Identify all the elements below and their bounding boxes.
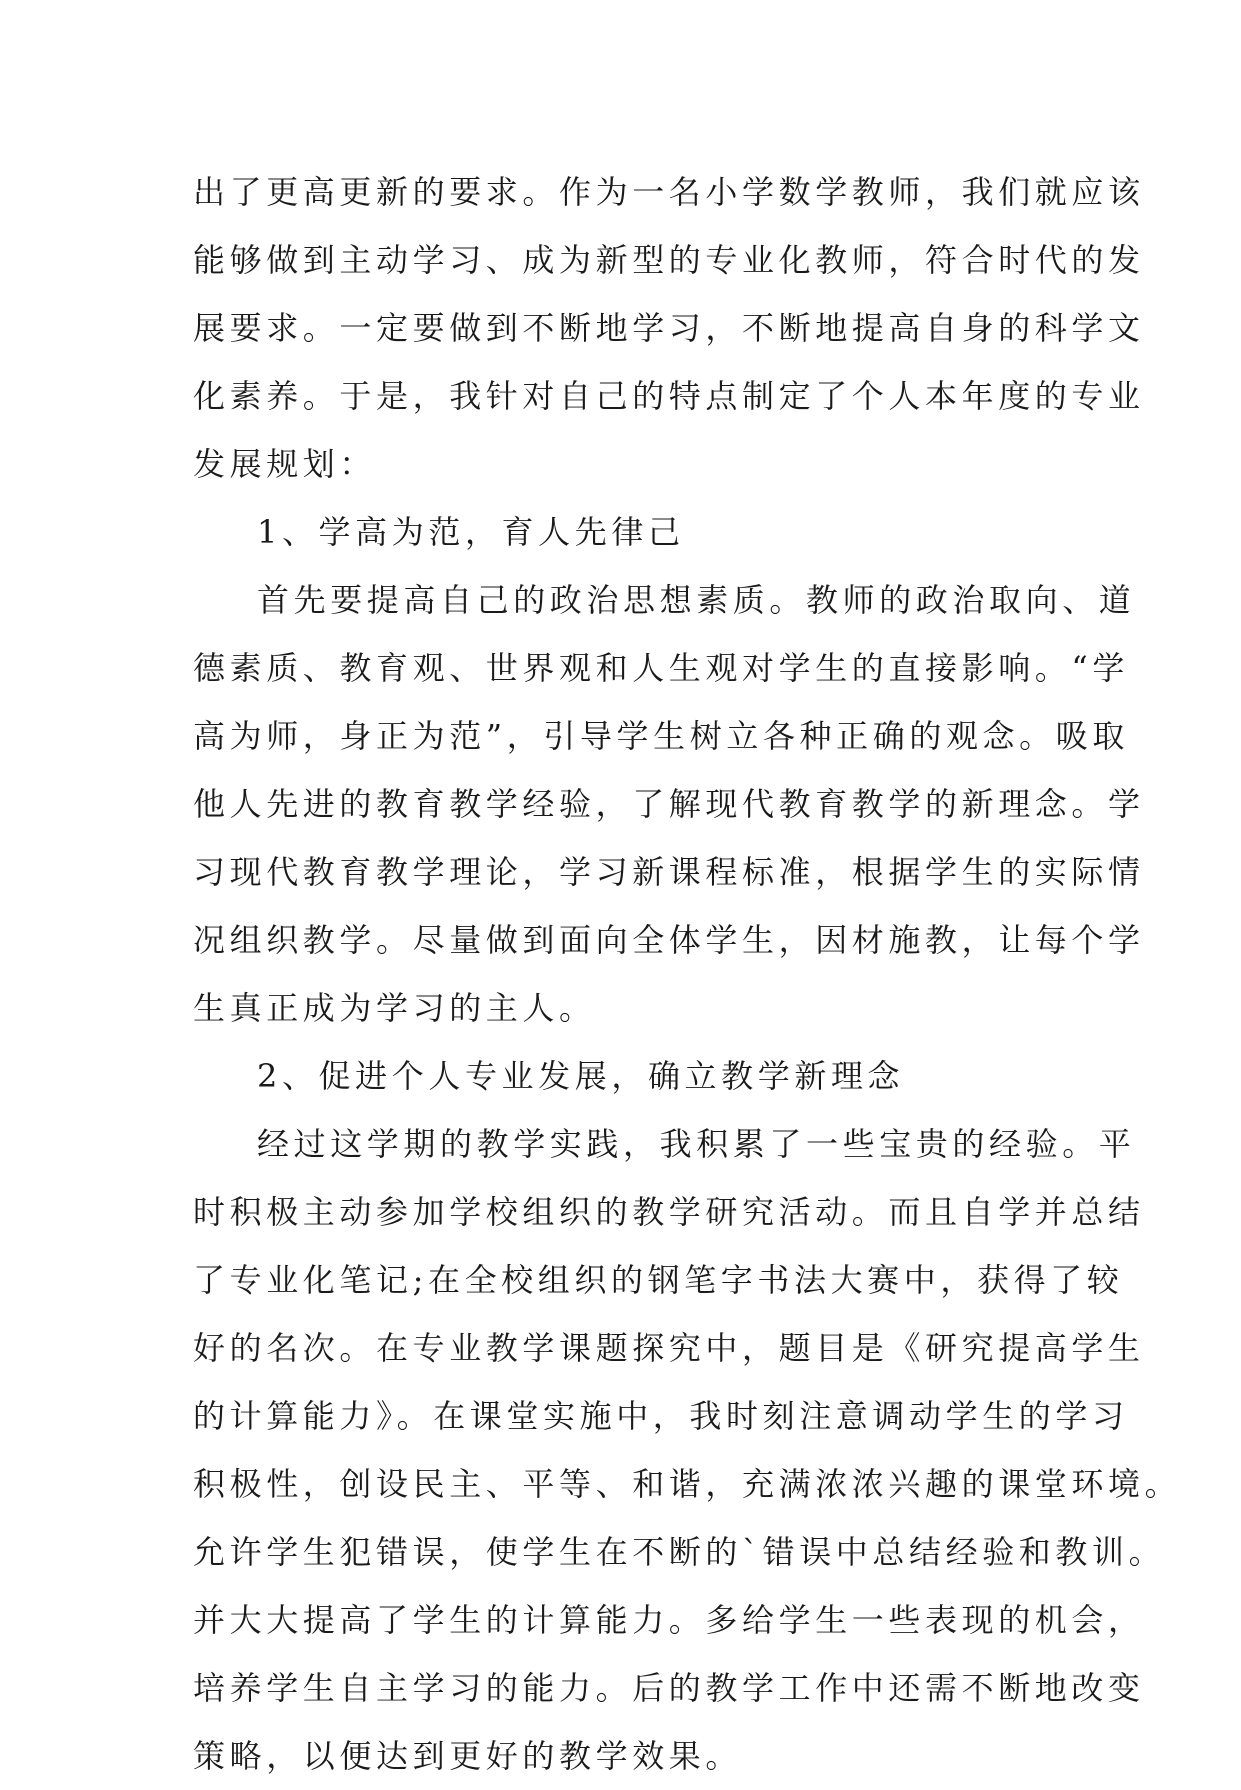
document-body [193,158,1182,1790]
text-line: 策略，以便达到更好的教学效果。 [193,1737,743,1775]
text-line: 培养学生自主学习的能力。后的教学工作中还需不断地改变 [193,1669,1145,1707]
text-line: 德素质、教育观、世界观和人生观对学生的直接影响。“学 [193,649,1129,687]
paragraph-start: 经过这学期的教学实践，我积累了一些宝贵的经验。平 [257,1125,1136,1163]
text-line: 高为师，身正为范”，引导学生树立各种正确的观念。吸取 [193,717,1129,755]
section-heading-2: 2、促进个人专业发展，确立教学新理念 [257,1057,905,1095]
text-line: 能够做到主动学习、成为新型的专业化教师，符合时代的发 [193,241,1145,279]
text-line: 他人先进的教育教学经验，了解现代教育教学的新理念。学 [193,785,1145,823]
text-line: 的计算能力》。在课堂实施中，我时刻注意调动学生的学习 [193,1397,1129,1435]
text-line: 并大大提高了学生的计算能力。多给学生一些表现的机会， [193,1601,1145,1639]
text-line: 化素养。于是，我针对自己的特点制定了个人本年度的专业 [193,377,1145,415]
text-line: 好的名次。在专业教学课题探究中，题目是《研究提高学生 [193,1329,1145,1367]
text-line: 发展规划： [193,445,377,483]
paragraph-start: 首先要提高自己的政治思想素质。教师的政治取向、道 [257,581,1136,619]
text-line: 况组织教学。尽量做到面向全体学生，因材施教，让每个学 [193,921,1145,959]
section-heading-1: 1、学高为范，育人先律己 [257,513,685,551]
text-line: 生真正成为学习的主人。 [193,989,596,1027]
text-line: 了专业化笔记;在全校组织的钢笔字书法大赛中，获得了较 [193,1261,1124,1299]
text-line: 积极性，创设民主、平等、和谐，充满浓浓兴趣的课堂环境。 [193,1465,1182,1503]
text-line: 时积极主动参加学校组织的教学研究活动。而且自学并总结 [193,1193,1145,1231]
text-line: 出了更高更新的要求。作为一名小学数学教师，我们就应该 [193,173,1145,211]
text-line: 展要求。一定要做到不断地学习，不断地提高自身的科学文 [193,309,1145,347]
text-line: 允许学生犯错误，使学生在不断的`错误中总结经验和教训。 [193,1533,1166,1571]
text-line: 习现代教育教学理论，学习新课程标准，根据学生的实际情 [193,853,1145,891]
